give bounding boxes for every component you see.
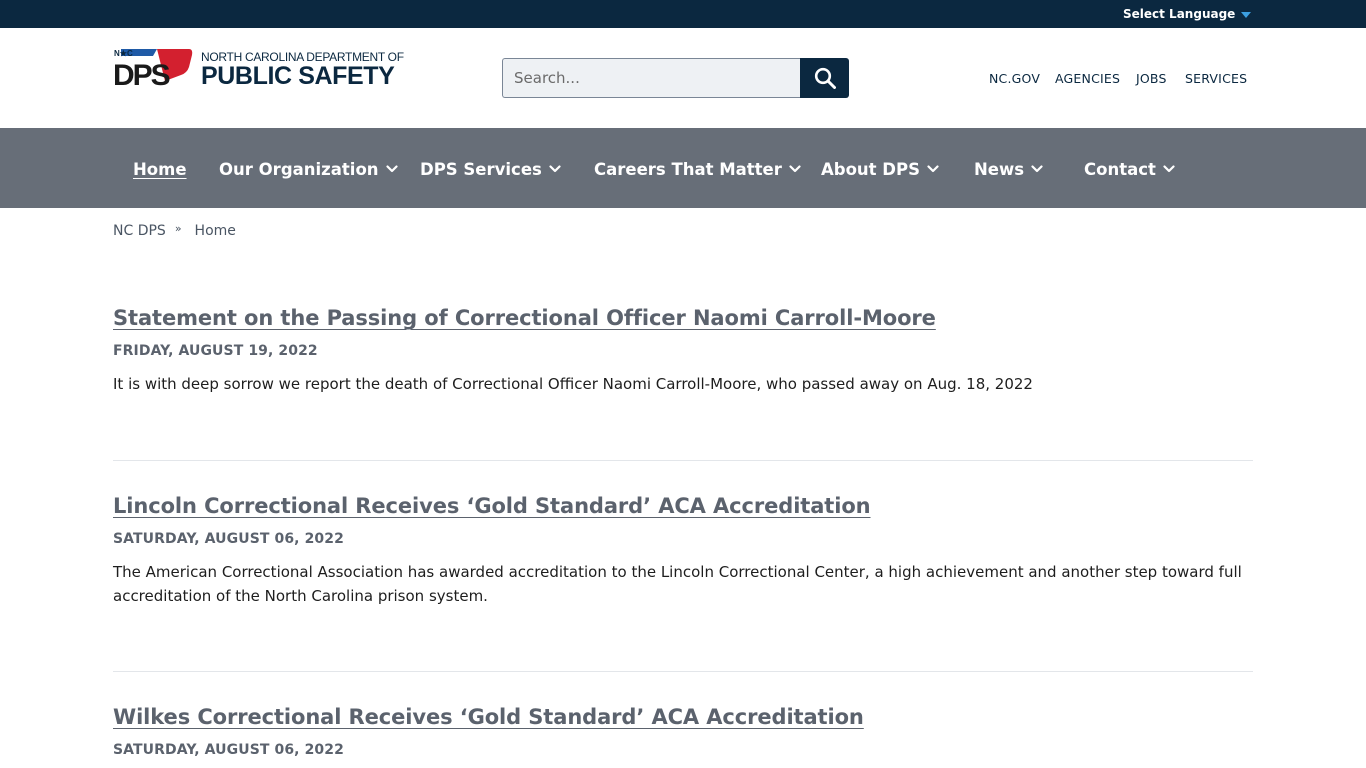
nav-item-careers[interactable] — [594, 159, 801, 179]
article-title-link[interactable]: Statement on the Passing of Correctional Officer Naomi Carroll-Moore — [113, 306, 936, 330]
logo-mark-dps: DPS — [113, 59, 169, 89]
dps-logo-mark-icon — [113, 47, 195, 89]
article-divider — [113, 671, 1253, 672]
site-logo[interactable] — [113, 47, 405, 89]
nav-item-label: Contact — [1084, 159, 1156, 179]
util-link-ncgov[interactable]: NC.GOV — [989, 71, 1041, 86]
breadcrumb-link-nc-dps[interactable]: NC DPS — [113, 223, 166, 239]
caret-down-icon — [1241, 12, 1251, 18]
nav-item-label: News — [974, 159, 1025, 179]
breadcrumb-separator: » — [174, 221, 182, 235]
article-summary: It is with deep sorrow we report the death of Correctional Officer Naomi Carroll-Moore, who passed away on Aug. 18, 2022 — [113, 375, 1033, 393]
logo-line-2: PUBLIC SAFETY — [201, 62, 395, 90]
language-selector-label: Select Language — [1123, 7, 1236, 21]
search-input[interactable] — [502, 58, 800, 98]
chevron-down-icon — [549, 165, 561, 173]
main-nav — [0, 128, 1366, 208]
language-selector[interactable] — [1123, 6, 1251, 22]
breadcrumb — [113, 222, 236, 240]
util-link-services[interactable]: SERVICES — [1185, 71, 1248, 86]
nav-item-home[interactable] — [133, 159, 187, 179]
nav-item-news[interactable] — [974, 159, 1043, 179]
search-form — [502, 58, 849, 98]
chevron-down-icon — [386, 165, 398, 173]
logo-line-1: NORTH CAROLINA DEPARTMENT OF — [201, 50, 404, 64]
news-article — [113, 705, 1253, 758]
article-summary: The American Correctional Association has awarded accreditation to the Lincoln Correctional Center, a high achievement and another step toward full accreditation of the North Carolina prison system. — [113, 563, 1242, 605]
nav-item-label: Our Organization — [219, 159, 379, 179]
search-button[interactable] — [800, 58, 849, 98]
nav-item-dps-services[interactable] — [420, 159, 561, 179]
nav-item-contact[interactable] — [1084, 159, 1175, 179]
util-link-agencies[interactable]: AGENCIES — [1055, 71, 1121, 86]
nav-item-label: DPS Services — [420, 159, 542, 179]
nav-item-our-organization[interactable] — [219, 159, 398, 179]
chevron-down-icon — [927, 165, 939, 173]
breadcrumb-current: Home — [194, 223, 236, 239]
chevron-down-icon — [1163, 165, 1175, 173]
nav-item-label: About DPS — [821, 159, 920, 179]
util-link-jobs[interactable]: JOBS — [1136, 71, 1167, 86]
top-bar — [0, 0, 1366, 28]
chevron-down-icon — [1031, 165, 1043, 173]
article-title-link[interactable]: Wilkes Correctional Receives ‘Gold Standard’ ACA Accreditation — [113, 705, 864, 729]
article-date: SATURDAY, AUGUST 06, 2022 — [113, 531, 344, 547]
news-article — [113, 494, 1253, 608]
news-article — [113, 306, 1253, 396]
chevron-down-icon — [789, 165, 801, 173]
site-header — [0, 28, 1366, 128]
logo-mark-small: N★C — [114, 49, 133, 58]
nav-item-about-dps[interactable] — [821, 159, 939, 179]
article-title-link[interactable]: Lincoln Correctional Receives ‘Gold Standard’ ACA Accreditation — [113, 494, 871, 518]
article-date: FRIDAY, AUGUST 19, 2022 — [113, 343, 318, 359]
nav-item-label: Home — [133, 159, 187, 179]
nav-item-label: Careers That Matter — [594, 159, 782, 179]
search-icon — [814, 67, 836, 89]
article-date: SATURDAY, AUGUST 06, 2022 — [113, 742, 344, 758]
article-divider — [113, 460, 1253, 461]
